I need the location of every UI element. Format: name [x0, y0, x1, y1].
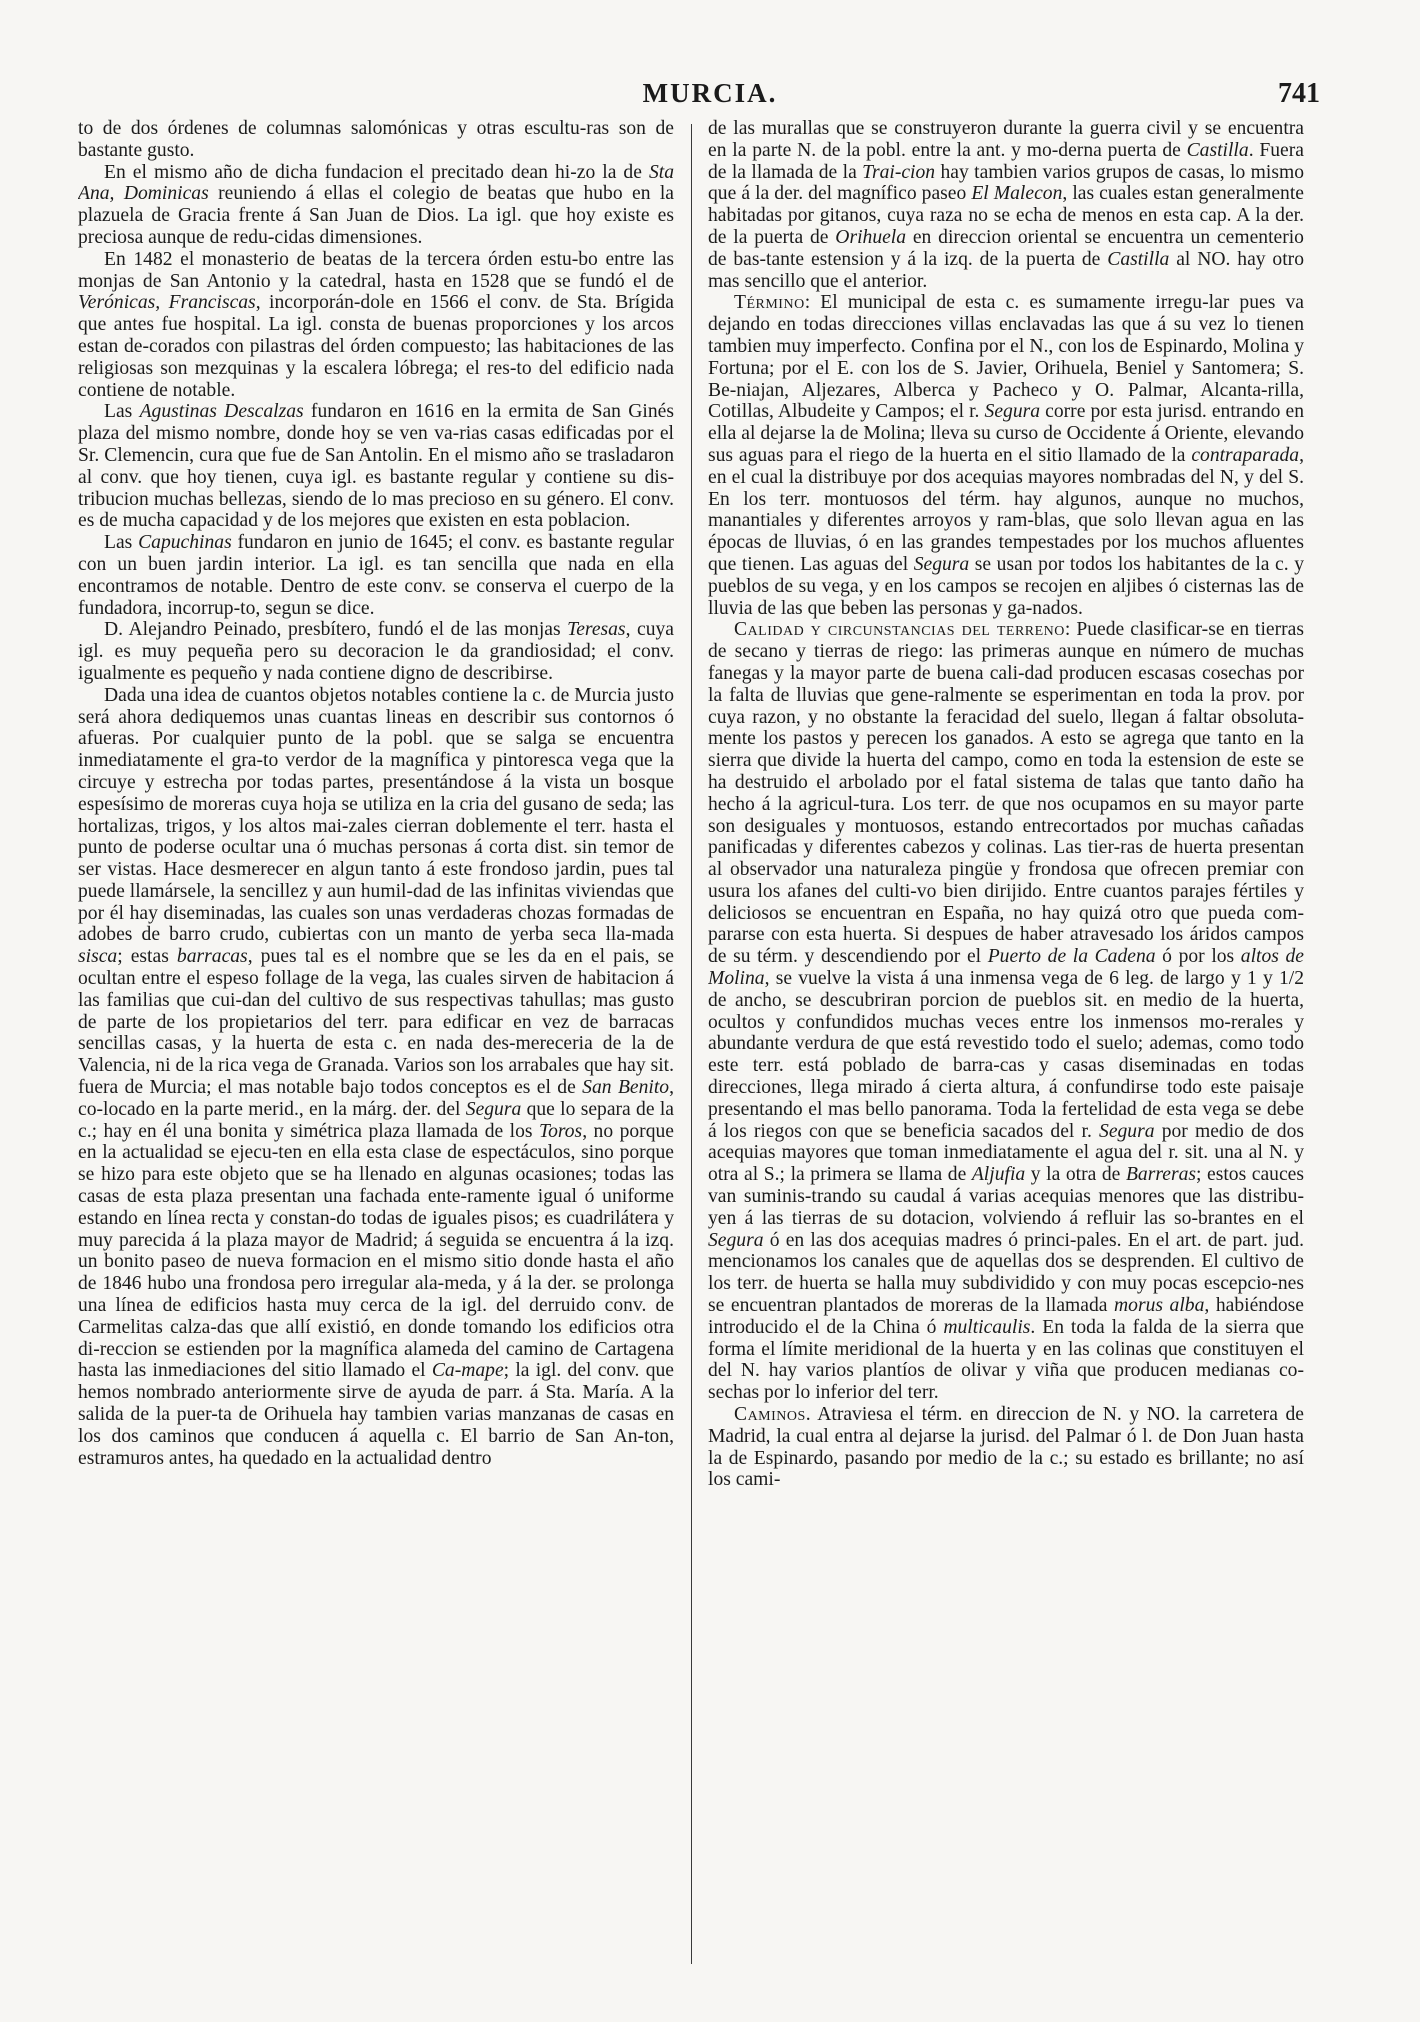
paragraph: Término: El municipal de esta c. es sumamente irregu-lar pues va dejando en todas direcciones villas enclavadas las que á su vez lo tienen tambien muy imperfecto. Confina por el N., con los de Espinardo, Molina y Fortuna; por el E. con los de S. Javier, Orihuela, Beniel y Santomera; S. Be-niajan, Aljezares, Alberca y Pacheco y O. Palmar, Alcanta-rilla, Cotillas, Albudeite y Campos; el r. Segura corre por esta jurisd. entrando en ella al dejarse la de Molina; lleva su curso de Occidente á Oriente, elevando sus aguas para el riego de la huerta en el sitio llamado de la contraparada, en el cual la distribuye por dos acequias mayores nombradas del N, y del S. En los terr. montuosos del térm. hay algunos, aunque no muchos, manantiales y diferentes arroyos y ram-blas, que solo llevan agua en las épocas de lluvias, ó en las grandes tempestades por los muchos afluentes que tienen. Las aguas del Segura se usan por todos los habitantes de la c. y pueblos de su vega, y en los campos se recojen en aljibes ó cisternas las de lluvia de las que beben las personas y ga-nados. [708, 292, 1304, 619]
page-number: 741 [1278, 78, 1320, 109]
page-title: MURCIA. [642, 78, 778, 108]
paragraph: Calidad y circunstancias del terreno: Puede clasificar-se en tierras de secano y tierras de riego: las primeras aunque en número de muchas fanegas y la mayor parte de buena cali-dad producen escasas cosechas por la falta de lluvias que gene-ralmente se esperimentan en toda la prov. por cuya razon, y no obstante la feracidad del suelo, llegan á faltar obsoluta-mente los pastos y perecen los ganados. A esto se agrega que tanto en la sierra que divide la huerta del campo, como en toda la estension de este se ha destruido el arbolado por el fatal sistema de talas que tanto daño ha hecho á la agricul-tura. Los terr. de que nos ocupamos en su mayor parte son desiguales y montuosos, estando entrecortados por muchas cañadas panificadas y diferentes cabezos y colinas. Las tier-ras de huerta presentan al observador una naturaleza pingüe y frondosa que ofrecen premiar con usura los afanes del culti-vo bien dirijido. Entre cuantos parajes fértiles y deliciosos se encuentran en España, no hay quizá otro que pueda com-pararse con esta huerta. Si despues de haber atravesado los áridos campos de su térm. y descendiendo por el Puerto de la Cadena ó por los altos de Molina, se vuelve la vista á una inmensa vega de 6 leg. de largo y 1 y 1/2 de ancho, se descubriran porcion de pueblos sit. en medio de la huerta, ocultos y confundidos muchas veces entre los inmensos mo-rerales y abundante verdura de que está revestido todo el suelo; ademas, como todo este terr. está poblado de barra-cas y casas diseminadas en todas direcciones, llega mirado á cierta altura, á confundirse todo este paisaje presentando el mas bello panorama. Toda la fertelidad de esta vega se debe á los riegos con que se beneficia sacados del r. Segura por medio de dos acequias mayores que toman inmediatamente el agua del r. sit. una al N. y otra al S.; la primera se llama de Aljufia y la otra de Barreras; estos cauces van suminis-trando su caudal á varias acequias menores que las distribu-yen á las tierras de su dotacion, volviendo á refluir las so-brantes en el Segura ó en las dos acequias madres ó princi-pales. En el art. de part. jud. mencionamos los canales que de aquellas dos se desprenden. El cultivo de los terr. de huerta se halla muy subdividido y con muy pocas escepcio-nes se encuentran plantados de moreras de la llamada morus alba, habiéndose introducido el de la China ó multicaulis. En toda la falda de la sierra que forma el límite meridional de la huerta y en las colinas que constituyen el del N. hay varios plantíos de olivar y viña que producen medianas co-sechas por lo inferior del terr. [708, 619, 1304, 1404]
paragraph: Caminos. Atraviesa el térm. en direccion de N. y NO. la carretera de Madrid, la cual entra al dejarse la jurisd. del Palmar ó l. de Don Juan hasta la de Espinardo, pasando por medio de la c.; su estado es brillante; no así los cami- [708, 1404, 1304, 1491]
paragraph: En 1482 el monasterio de beatas de la tercera órden estu-bo entre las monjas de San Antonio y la catedral, hasta en 1528 que se fundó el de Verónicas, Franciscas, incorporán-dole en 1566 el conv. de Sta. Brígida que antes fue hospital. La igl. consta de buenas proporciones y los arcos estan de-corados con pilastras del órden compuesto; las habitaciones de las religiosas son mezquinas y la escalera lóbrega; el res-to del edificio nada contiene de notable. [78, 248, 674, 401]
paragraph: Las Capuchinas fundaron en junio de 1645; el conv. es bastante regular con un buen jardin interior. La igl. es tan sencilla que nada en ella encontramos de notable. Dentro de este conv. se conserva el cuerpo de la fundadora, incorrup-to, segun se dice. [78, 532, 674, 619]
right-column [708, 118, 1304, 1968]
left-column [78, 118, 674, 1968]
text-columns [78, 118, 1318, 1973]
paragraph: Dada una idea de cuantos objetos notables contiene la c. de Murcia justo será ahora dediquemos unas cuantas lineas en describir sus contornos ó afueras. Por cualquier punto de la pobl. que se salga se encuentra inmediatamente el gra-to verdor de la magnífica y pintoresca vega que la circuye y estrecha por todas partes, presentándose á la vista un bosque espesísimo de moreras cuya hoja se utiliza en la cria del gusano de seda; las hortalizas, trigos, y los altos mai-zales cierran doblemente el terr. hasta el punto de poderse ocultar una ó muchas personas á corta dist. sin temor de ser vistas. Hace desmerecer en algun tanto á este frondoso jardin, pues tal puede llamársele, la sencillez y aun humil-dad de las infinitas viviendas que por él hay diseminadas, las cuales son unas verdaderas chozas formadas de adobes de barro crudo, cubiertas con un manto de yerba seca lla-mada sisca; estas barracas, pues tal es el nombre que se les da en el pais, se ocultan entre el espeso follage de la vega, las cuales sirven de habitacion á las familias que cui-dan del cultivo de sus respectivas tahullas; mas gusto de parte de los propietarios del terr. para edificar en vez de barracas sencillas casas, y la huerta de esta c. en nada des-mereceria de la de Valencia, ni de la rica vega de Granada. Varios son los arrabales que hay sit. fuera de Murcia; el mas notable bajo todos conceptos es el de San Benito, co-locado en la parte merid., en la márg. der. del Segura que lo separa de la c.; hay en él una bonita y simétrica plaza llamada de los Toros, no porque en la actualidad se ejecu-ten en ella esta clase de espectáculos, sino porque se hizo para este objeto que se ha llenado en algunas ocasiones; todas las casas de esta plaza presentan una fachada ente-ramente igual ó uniforme estando en línea recta y constan-do todas de iguales pisos; es cuadrilátera y muy parecida á la plaza mayor de Madrid; á seguida se encuentra á la izq. un bonito paseo de nueva formacion en el mismo sitio donde hasta el año de 1846 hubo una frondosa pero irregular ala-meda, y á la der. se prolonga una línea de edificios hasta muy cerca de la igl. del derruido conv. de Carmelitas calza-das que allí existió, en donde tomando los edificios otra di-reccion se estienden por la magnífica alameda del camino de Cartagena hasta las inmediaciones del sitio llamado el Ca-mape; la igl. del conv. que hemos nombrado anteriormente sirve de ayuda de parr. á Sta. María. A la salida de la puer-ta de Orihuela hay tambien varias manzanas de casas en los dos caminos que conducen á aquella c. El barrio de San An-ton, estramuros antes, ha quedado en la actualidad dentro [78, 684, 674, 1469]
column-divider [691, 124, 692, 1964]
paragraph: to de dos órdenes de columnas salomónicas y otras escultu-ras son de bastante gusto. [78, 118, 674, 161]
paragraph: D. Alejandro Peinado, presbítero, fundó el de las monjas Teresas, cuya igl. es muy pequeña pero su decoracion le da grandiosidad; el conv. igualmente es pequeño y nada contiene digno de describirse. [78, 619, 674, 684]
paragraph: de las murallas que se construyeron durante la guerra civil y se encuentra en la parte N. de la pobl. entre la ant. y mo-derna puerta de Castilla. Fuera de la llamada de la Trai-cion hay tambien varios grupos de casas, lo mismo que á la der. del magnífico paseo El Malecon, las cuales estan generalmente habitadas por gitanos, cuya raza no se echa de menos en esta cap. A la der. de la puerta de Orihuela en direccion oriental se encuentra un cementerio de bas-tante estension y á la izq. de la puerta de Castilla al NO. hay otro mas sencillo que el anterior. [708, 118, 1304, 292]
running-head [0, 78, 1420, 118]
paragraph: Las Agustinas Descalzas fundaron en 1616 en la ermita de San Ginés plaza del mismo nombre, donde hoy se ven va-rias casas edificadas por el Sr. Clemencin, cura que fue de San Antolin. En el mismo año se trasladaron al conv. que hoy tienen, cuya igl. es bastante regular y contiene su dis-tribucion muchas bellezas, siendo de lo mas precioso en su género. El conv. es de mucha capacidad y de los mejores que existen en esta poblacion. [78, 401, 674, 532]
paragraph: En el mismo año de dicha fundacion el precitado dean hi-zo la de Sta Ana, Dominicas reuniendo á ellas el colegio de beatas que hubo en la plazuela de Gracia frente á San Juan de Dios. La igl. que hoy existe es preciosa aunque de redu-cidas dimensiones. [78, 161, 674, 248]
